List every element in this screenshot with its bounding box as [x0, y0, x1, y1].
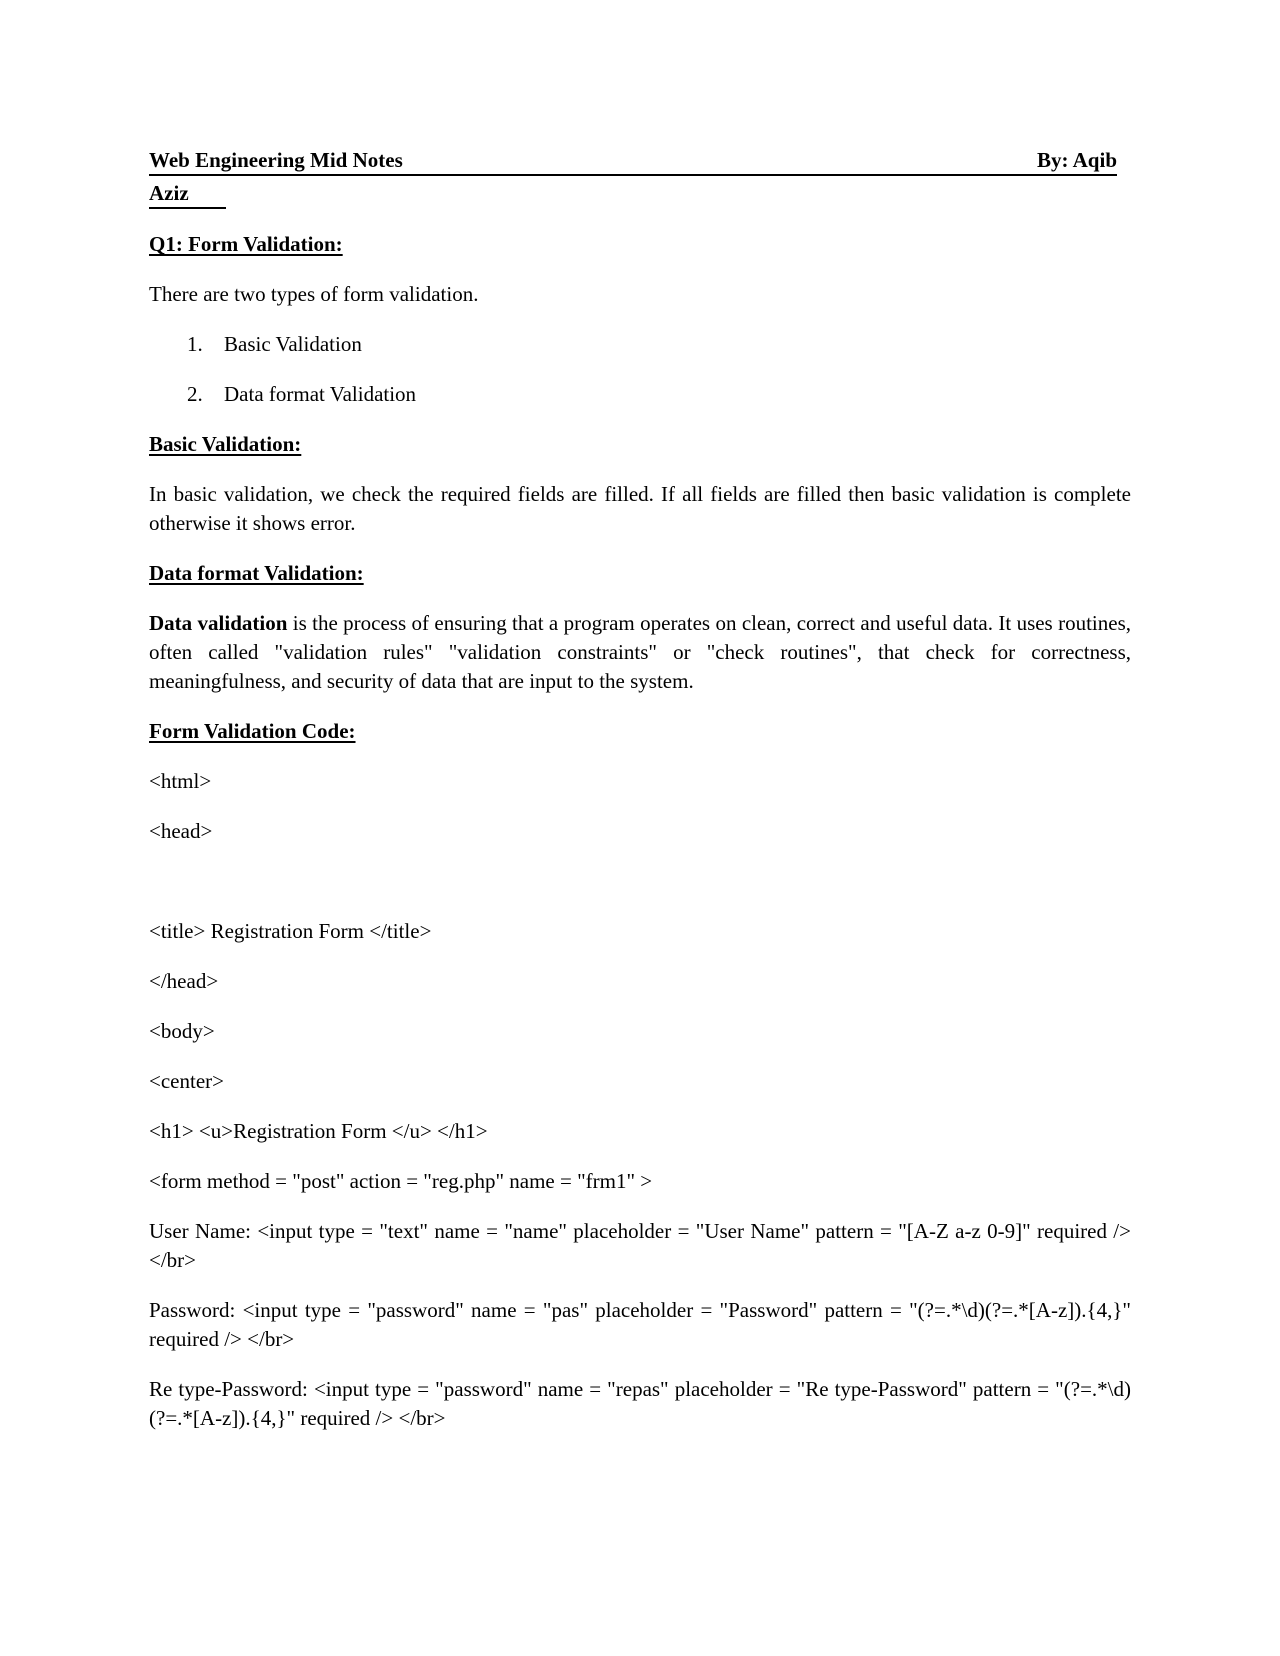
list-item-label: Basic Validation	[224, 332, 362, 356]
q1-heading: Q1: Form Validation:	[149, 232, 343, 256]
code-line: <title> Registration Form </title>	[149, 919, 432, 943]
document-title: Web Engineering Mid Notes	[149, 148, 403, 172]
code-line: <center>	[149, 1069, 224, 1093]
data-format-heading: Data format Validation:	[149, 561, 364, 585]
code-line: Password: <input type = "password" name = "pas" placeholder = "Password" pattern = "(?=.*\d)(?=.*[A-z]).{4,}" required /> </br>	[149, 1298, 1131, 1351]
code-line: <form method = "post" action = "reg.php" name = "frm1" >	[149, 1169, 653, 1193]
list-item	[149, 380, 1131, 409]
document-author-suffix: Aziz	[149, 180, 226, 209]
blank-space	[149, 846, 1131, 896]
q1-intro: There are two types of form validation.	[149, 282, 479, 306]
basic-validation-heading: Basic Validation:	[149, 432, 302, 456]
code-line: <html>	[149, 769, 212, 793]
list-item-label: Data format Validation	[224, 382, 417, 406]
code-heading: Form Validation Code:	[149, 719, 356, 743]
document-header	[149, 147, 1117, 176]
code-line: </head>	[149, 969, 219, 993]
list-item-number: 2.	[187, 382, 203, 406]
data-format-paragraph	[149, 609, 1131, 696]
validation-types-list	[149, 330, 1131, 409]
code-line: <head>	[149, 819, 213, 843]
data-validation-term: Data validation	[149, 611, 288, 635]
code-line: Re type-Password: <input type = "password" name = "repas" placeholder = "Re type-Password" pattern = "(?=.*\d)(?=.*[A-z]).{4,}" required /> </br>	[149, 1377, 1131, 1430]
list-item	[149, 330, 1131, 359]
data-format-text: is the process of ensuring that a program operates on clean, correct and useful data. It uses routines, often called "validation rules" "validation constraints" or "check routines", that check for correctness, meaningfulness, and security of data that are input to the system.	[149, 611, 1132, 693]
list-item-number: 1.	[187, 332, 203, 356]
basic-validation-text: In basic validation, we check the required fields are filled. If all fields are filled then basic validation is complete otherwise it shows error.	[149, 482, 1131, 535]
code-line: User Name: <input type = "text" name = "name" placeholder = "User Name" pattern = "[A-Z a-z 0-9]" required /> </br>	[149, 1219, 1131, 1272]
document-page	[149, 147, 1131, 1433]
code-line: <h1> <u>Registration Form </u> </h1>	[149, 1119, 488, 1143]
document-author-prefix: By: Aqib	[1037, 148, 1117, 172]
code-line: <body>	[149, 1019, 215, 1043]
